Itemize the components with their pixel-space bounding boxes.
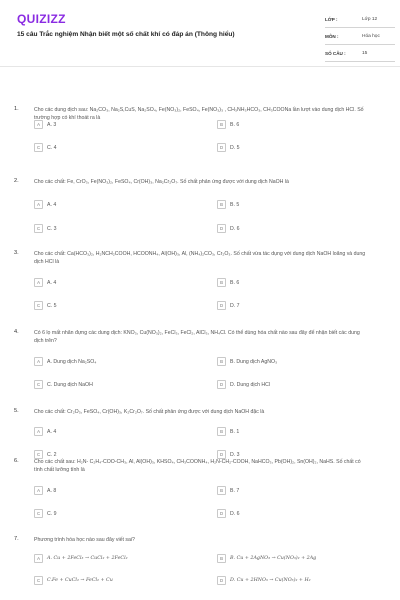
option-letter-box: C — [34, 450, 43, 459]
option-text: B. 6 — [230, 279, 240, 286]
option-text: B. 1 — [230, 428, 240, 435]
option-letter-box: C — [34, 143, 43, 152]
option-c[interactable] — [34, 224, 57, 233]
option-text: A. 4 — [47, 279, 57, 286]
option-text: D. 6 — [230, 225, 240, 232]
option-d[interactable] — [217, 143, 240, 152]
option-letter-box: D — [217, 380, 226, 389]
option-letter-box: A — [34, 357, 43, 366]
question-number: 5. — [14, 408, 19, 414]
option-text: C. 9 — [47, 510, 57, 517]
question-text: Có 6 lọ mất nhãn đựng các dung dịch: KNO₃, Cu(NO₃)₂, FeCl₃, FeCl₂, AlCl₃, NH₄Cl. Có thể dùng hóa chất nào sau đây để nhận biết các dung dịch trên? — [34, 330, 360, 344]
option-c[interactable] — [34, 301, 57, 310]
meta-row-class — [325, 14, 395, 28]
option-letter-box: B — [217, 357, 226, 366]
option-letter-box: A — [34, 554, 43, 563]
option-letter-box: C — [34, 224, 43, 233]
option-b[interactable] — [217, 357, 277, 366]
option-a[interactable] — [34, 120, 56, 129]
option-d[interactable] — [217, 509, 240, 518]
option-b[interactable] — [217, 120, 239, 129]
option-text: C. 5 — [47, 302, 57, 309]
option-text: A. Cu + 2FeCl₃ → CuCl₂ + 2FeCl₂ — [47, 556, 128, 561]
option-c[interactable] — [34, 143, 57, 152]
option-text: D. 6 — [230, 510, 240, 517]
meta-value: Lớp 12 — [362, 17, 378, 22]
meta-key: LỚP : — [325, 17, 338, 22]
question-text: Cho các chất sau: H₂N- C₂H₄-COO-CH₃, Al, Al(OH)₃, KHSO₄, CH₃COONH₄, H₂N-CH₂-COOH, NaHCO₃, Pb(OH)₂, Sn(OH)₂, NaHS. Số chất có tính chất lưỡng tính là — [34, 459, 361, 473]
quizizz-logo: QUIZIZZ — [17, 12, 66, 26]
option-text: D. Cu + 2HNO₃ → Cu(NO₃)₂ + H₂ — [230, 578, 311, 583]
option-text: A. 8 — [47, 487, 57, 494]
option-letter-box: B — [217, 554, 226, 563]
option-letter-box: D — [217, 143, 226, 152]
option-letter-box: B — [217, 278, 226, 287]
worksheet-meta — [325, 14, 395, 65]
option-a[interactable] — [34, 554, 128, 563]
meta-key: SỐ CÂU : — [325, 51, 346, 56]
option-letter-box: B — [217, 427, 226, 436]
option-text: B. Cu + 2AgNO₃ → Cu(NO₃)₂ + 2Ag — [230, 556, 317, 561]
header-divider — [0, 66, 400, 67]
option-text: C. 3 — [47, 225, 57, 232]
option-b[interactable] — [217, 200, 239, 209]
option-d[interactable] — [217, 576, 311, 585]
option-letter-box: B — [217, 120, 226, 129]
option-text: C. 4 — [47, 144, 57, 151]
option-letter-box: D — [217, 450, 226, 459]
option-c[interactable] — [34, 576, 113, 585]
meta-row-count — [325, 48, 395, 62]
question-number: 1. — [14, 106, 19, 112]
option-d[interactable] — [217, 224, 240, 233]
option-text: C. Dung dịch NaOH — [47, 381, 93, 388]
question-number: 7. — [14, 536, 19, 542]
option-letter-box: A — [34, 486, 43, 495]
option-a[interactable] — [34, 427, 56, 436]
option-text: D. 7 — [230, 302, 240, 309]
option-letter-box: B — [217, 200, 226, 209]
option-d[interactable] — [217, 301, 240, 310]
option-letter-box: D — [217, 509, 226, 518]
question-text: Cho các chất: Fe, CrO₃, Fe(NO₃)₂, FeSO₄, Cr(OH)₃, Na₂Cr₂O₇. Số chất phản ứng được với dung dịch NaOH là — [34, 179, 289, 185]
option-letter-box: D — [217, 576, 226, 585]
option-text: D. 5 — [230, 144, 240, 151]
option-text: A. Dung dịch Na₂SO₄ — [47, 358, 97, 365]
option-a[interactable] — [34, 278, 56, 287]
question-text: Phương trình hóa học nào sau đây viết sai? — [34, 537, 135, 543]
option-a[interactable] — [34, 357, 96, 366]
option-b[interactable] — [217, 554, 316, 563]
option-a[interactable] — [34, 200, 56, 209]
question-text: Cho các chất: Ca(HCO₃)₂, H₂NCH₂COOH, HCOONH₄, Al(OH)₃, Al, (NH₄)₂CO₃, Cr₂O₃. Số chất vừa tác dụng với dung dịch NaOH loãng và dung dịch HCl là — [34, 251, 366, 265]
option-text: B. 6 — [230, 121, 240, 128]
option-text: C.Fe + CuCl₂ → FeCl₂ + Cu — [47, 578, 113, 583]
meta-value: 15 — [362, 51, 368, 56]
option-text: A. 4 — [47, 201, 57, 208]
option-letter-box: D — [217, 301, 226, 310]
option-letter-box: C — [34, 509, 43, 518]
option-a[interactable] — [34, 486, 56, 495]
option-letter-box: B — [217, 486, 226, 495]
option-text: C. 2 — [47, 451, 57, 458]
meta-row-subject — [325, 31, 395, 45]
meta-key: MÔN : — [325, 34, 339, 39]
option-letter-box: C — [34, 380, 43, 389]
option-text: B. 5 — [230, 201, 240, 208]
option-letter-box: A — [34, 278, 43, 287]
option-text: B. Dung dịch AgNO₃ — [230, 358, 278, 365]
question-text: Cho các chất: Cr₂O₃, FeSO₄, Cr(OH)₃, K₂Cr₂O₇. Số chất phản ứng được với dung dịch NaOH đặc là — [34, 409, 265, 415]
option-text: A. 3 — [47, 121, 57, 128]
option-text: D. Dung dịch HCl — [230, 381, 271, 388]
question-number: 2. — [14, 178, 19, 184]
option-b[interactable] — [217, 427, 239, 436]
option-letter-box: D — [217, 224, 226, 233]
question-number: 6. — [14, 458, 19, 464]
option-b[interactable] — [217, 278, 239, 287]
option-letter-box: A — [34, 200, 43, 209]
worksheet-header — [0, 0, 400, 62]
option-text: B. 7 — [230, 487, 240, 494]
option-letter-box: A — [34, 120, 43, 129]
meta-value: Hóa học — [362, 34, 380, 39]
option-text: D. 3 — [230, 451, 240, 458]
option-c[interactable] — [34, 509, 57, 518]
option-letter-box: C — [34, 576, 43, 585]
option-letter-box: C — [34, 301, 43, 310]
option-letter-box: A — [34, 427, 43, 436]
worksheet-title: 15 câu Trắc nghiệm Nhận biết một số chất khí có đáp án (Thông hiểu) — [17, 31, 235, 38]
question-number: 3. — [14, 250, 19, 256]
option-text: A. 4 — [47, 428, 57, 435]
option-d[interactable] — [217, 380, 270, 389]
question-text: Cho các dung dịch sau: Na₂CO₃, Na₂S,CuS, Na₂SO₄, Fe(NO₃)₂, FeSO₄, Fe(NO₃)₃ , CH₃NH₃HCO₃, CH₃COONa lần lượt vào dung dịch HCl. Số trường hợp có khí thoát ra là — [34, 107, 364, 121]
option-c[interactable] — [34, 380, 93, 389]
option-b[interactable] — [217, 486, 239, 495]
question-number: 4. — [14, 329, 19, 335]
